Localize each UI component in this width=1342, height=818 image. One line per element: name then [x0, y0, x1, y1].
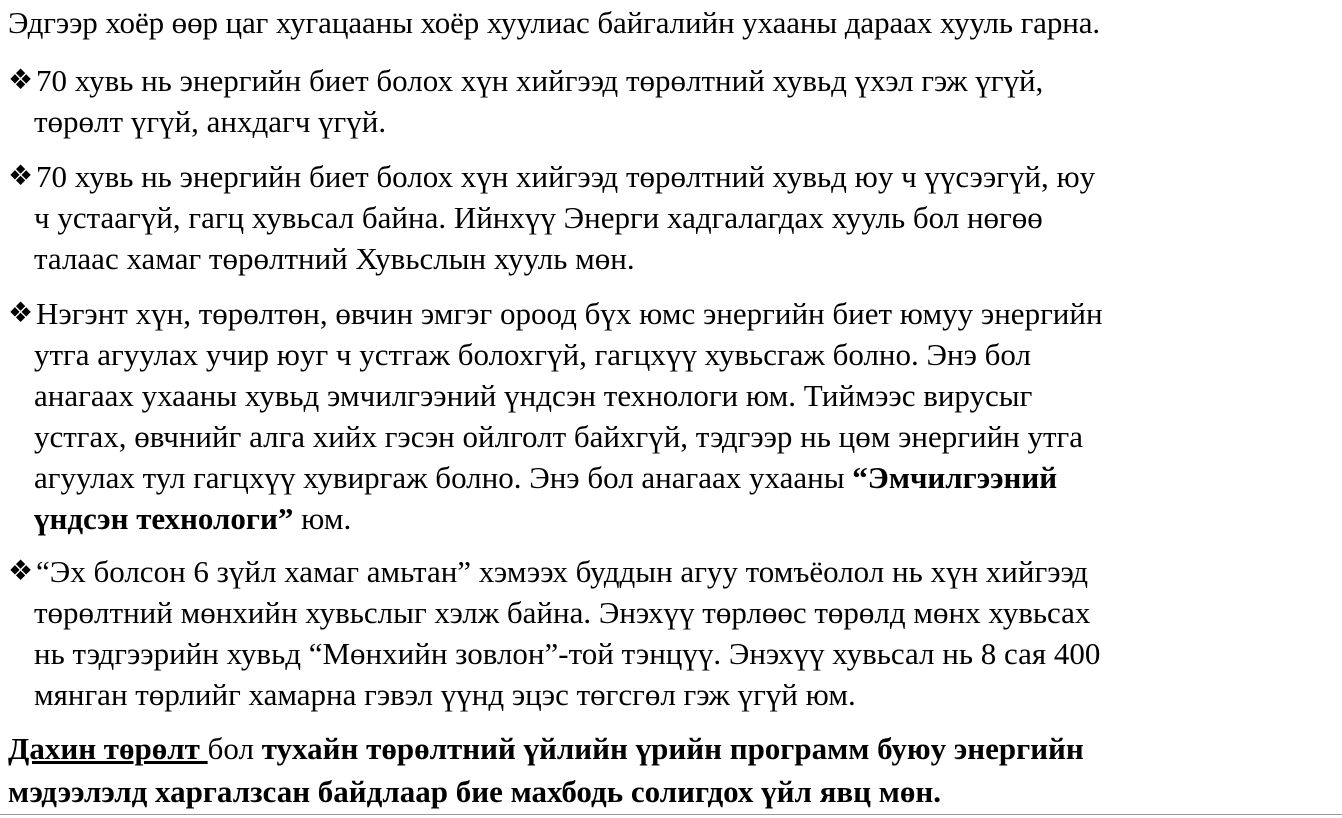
bullet-text	[34, 60, 1338, 142]
diamond-bullet-icon: ❖	[8, 161, 34, 192]
bold-phrase: “Эмчилгээний	[852, 460, 1058, 495]
definition-text: тухайн төрөлтний үйлийн үрийн программ буюу энергийн	[261, 731, 1084, 766]
bullet-line: Нэгэнт хүн, төрөлтөн, өвчин эмгэг ороод бүх юмс энергийн биет юмуу энергийн	[36, 296, 1103, 331]
diamond-bullet-icon: ❖	[8, 298, 34, 329]
definition-line-1	[8, 727, 1084, 770]
defined-term: Дахин төрөлт	[8, 731, 208, 766]
definition-paragraph	[8, 727, 1084, 813]
bullet-line: устгах, өвчнийг алга хийх гэсэн ойлголт байхгүй, тэдгээр нь цөм энергийн утга	[34, 419, 1084, 454]
bullet-item-3	[8, 293, 1338, 539]
definition-line-2	[8, 770, 1084, 813]
bold-phrase: үндсэн технологи”	[34, 501, 294, 536]
bullet-line: төрөлт үгүй, анхдагч үгүй.	[34, 104, 387, 139]
bullet-line: 70 хувь нь энергийн биет болох хүн хийгээд төрөлтний хувьд үхэл гэж үгүй,	[36, 63, 1044, 98]
bullet-line: 70 хувь нь энергийн биет болох хүн хийгээд төрөлтний хувьд юу ч үүсээгүй, юу	[36, 159, 1096, 194]
intro-paragraph: Эдгээр хоёр өөр цаг хугацааны хоёр хуулиас байгалийн ухааны дараах хууль гарна.	[8, 5, 1101, 40]
diamond-bullet-icon: ❖	[8, 65, 34, 96]
bullet-item-4	[8, 551, 1338, 715]
bullet-text	[34, 293, 1338, 539]
diamond-bullet-icon: ❖	[8, 556, 34, 587]
bullet-line: анагаах ухааны хувьд эмчилгээний үндсэн технологи юм. Тиймээс вирусыг	[34, 378, 1033, 413]
bullet-line: талаас хамаг төрөлтний Хувьслын хууль мөн.	[34, 241, 635, 276]
bullet-item-2	[8, 156, 1338, 279]
bullet-line: “Эх болсон 6 зүйл хамаг амьтан” хэмээх буддын агуу томъёолол нь хүн хийгээд	[36, 554, 1088, 589]
bullet-text	[34, 551, 1338, 715]
connector-word: бол	[207, 731, 262, 766]
bullet-line: нь тэдгээрийн хувьд “Мөнхийн зовлон”-той тэнцүү. Энэхүү хувьсал нь 8 сая 400	[34, 636, 1101, 671]
bullet-text	[34, 156, 1338, 279]
bullet-line-text: агуулах тул гагцхүү хувиргаж болно. Энэ бол анагаах ухааны	[34, 460, 853, 495]
bullet-line	[34, 498, 1338, 539]
bullet-line: мянган төрлийг хамарна гэвэл үүнд эцэс төгсгөл гэж үгүй юм.	[34, 677, 856, 712]
bullet-item-1	[8, 60, 1338, 142]
bullet-line: төрөлтний мөнхийн хувьслыг хэлж байна. Энэхүү төрлөөс төрөлд мөнх хувьсах	[34, 595, 1091, 630]
bullet-line-text: юм.	[293, 501, 352, 536]
definition-text: мэдээлэлд харгалзсан байдлаар бие махбодь солигдох үйл явц мөн.	[8, 774, 941, 809]
bullet-line: утга агуулах учир юуг ч устгаж болохгүй, гагцхүү хувьсгаж болно. Энэ бол	[34, 337, 1031, 372]
bullet-line	[34, 457, 1338, 498]
bullet-line: ч устаагүй, гагц хувьсал байна. Ийнхүү Энерги хадгалагдах хууль бол нөгөө	[34, 200, 1043, 235]
bottom-border	[0, 814, 1342, 815]
